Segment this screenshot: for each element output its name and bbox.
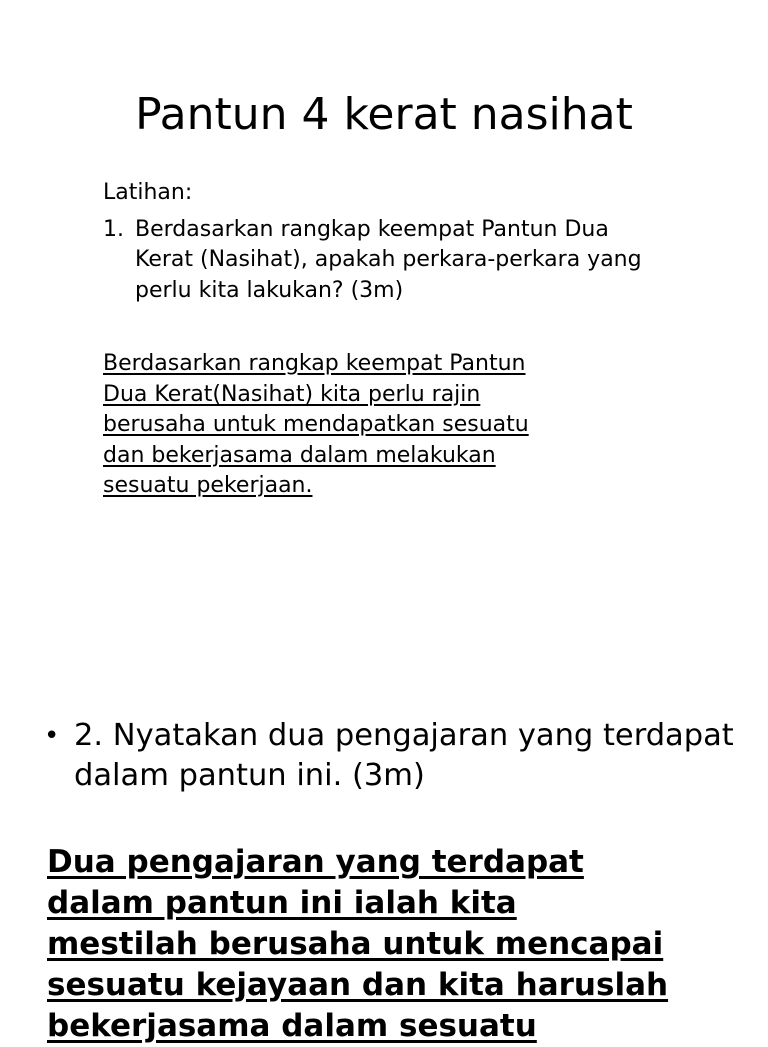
answer-2: [47, 842, 747, 1047]
bullet-icon: •: [44, 721, 60, 751]
question-2-text: 2. Nyatakan dua pengajaran yang terdapat dalam pantun ini. (3m): [74, 718, 734, 793]
question-2: [44, 716, 734, 796]
answer-1-line: sesuatu pekerjaan.: [103, 473, 313, 498]
answer-1-line: Dua Kerat(Nasihat) kita perlu rajin: [103, 381, 481, 407]
exercise-section: [103, 178, 663, 502]
answer-2-line: mestilah berusaha untuk mencapai: [47, 926, 664, 962]
answer-1-line: berusaha untuk mendapatkan sesuatu: [103, 412, 529, 437]
answer-2-line: Dua pengajaran yang terdapat: [47, 844, 584, 880]
answer-1: [103, 349, 663, 502]
answer-1-line: dan bekerjasama dalam melakukan: [103, 442, 496, 468]
page-title: Pantun 4 kerat nasihat: [135, 89, 633, 140]
section-label: Latihan:: [103, 180, 193, 205]
question-1-text: Berdasarkan rangkap keempat Pantun Dua Kerat (Nasihat), apakah perkara-perkara yang perlu kita lakukan? (3m): [135, 216, 642, 303]
answer-1-line: Berdasarkan rangkap keempat Pantun: [103, 351, 526, 376]
question-1-number: 1.: [103, 216, 124, 242]
question-1: [103, 215, 663, 307]
answer-2-line: dalam pantun ini ialah kita: [47, 885, 517, 921]
answer-2-line: sesuatu kejayaan dan kita haruslah: [47, 967, 669, 1003]
answer-2-line: bekerjasama dalam sesuatu: [47, 1008, 537, 1044]
